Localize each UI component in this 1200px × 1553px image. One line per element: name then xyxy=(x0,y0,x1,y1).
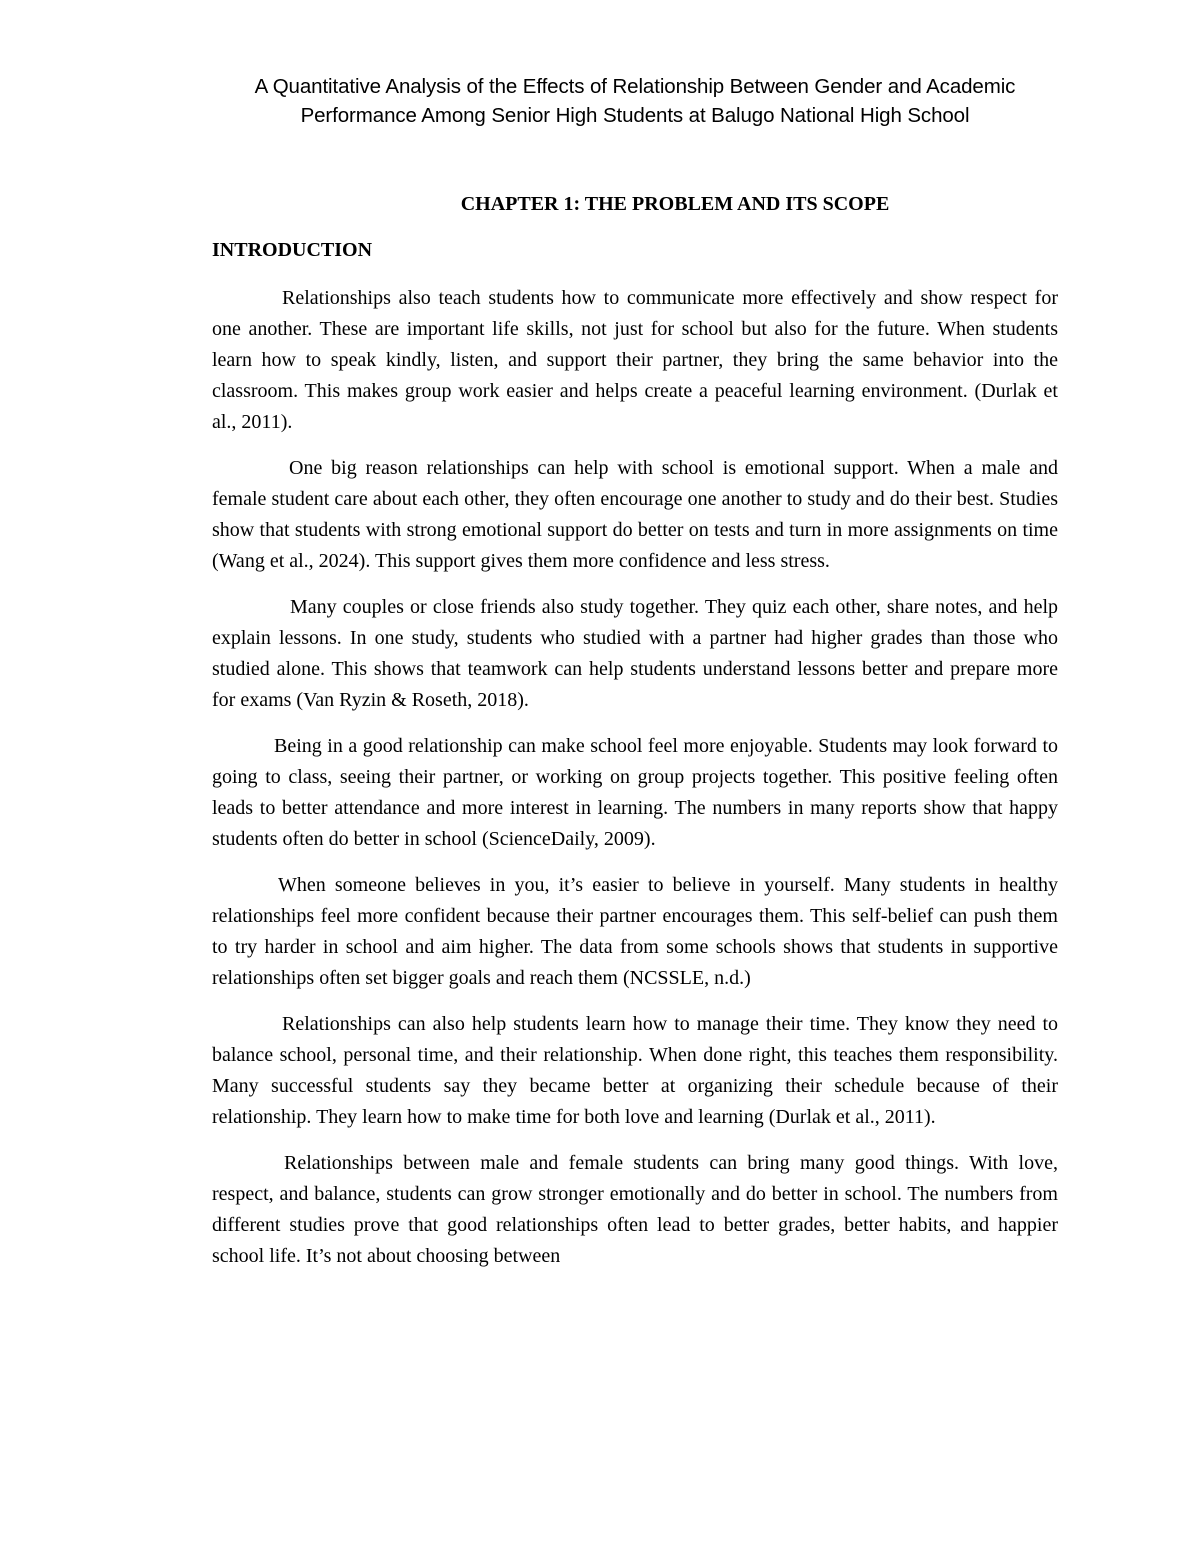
paragraph-confidence: When someone believes in you, it’s easier to believe in yourself. Many students in healthy relationships feel more confident because their partner encourages them. This self-belief can push them to try harder in school and aim higher. The data from some schools shows that students in supportive relationships often set bigger goals and reach them (NCSSLE, n.d.) xyxy=(212,874,1058,989)
paragraph-time-management: Relationships can also help students learn how to manage their time. They know they need to balance school, personal time, and their relationship. When done right, this teaches them responsibility. Many successful students say they became better at organizing their schedule because of their relationship. They learn how to make time for both love and learning (Durlak et al., 2011). xyxy=(212,1013,1058,1128)
document-title xyxy=(150,72,1120,130)
chapter-heading: CHAPTER 1: THE PROBLEM AND ITS SCOPE xyxy=(460,193,890,215)
paragraph-studying-together: Many couples or close friends also study together. They quiz each other, share notes, and help explain lessons. In one study, students who studied with a partner had higher grades than those who studied alone. This shows that teamwork can help students understand lessons better and prepare more for exams (Van Ryzin & Roseth, 2018). xyxy=(212,596,1058,711)
paragraph-communication: Relationships also teach students how to communicate more effectively and show respect for one another. These are important life skills, not just for school but also for the future. When students learn how to speak kindly, listen, and support their partner, they bring the same behavior into the classroom. This makes group work easier and helps create a peaceful learning environment. (Durlak et al., 2011). xyxy=(212,287,1058,433)
title-line-2: Performance Among Senior High Students at Balugo National High School xyxy=(300,104,970,127)
paragraph-conclusion: Relationships between male and female students can bring many good things. With love, respect, and balance, students can grow stronger emotionally and do better in school. The numbers from different studies prove that good relationships often lead to better grades, better habits, and happier school life. It’s not about choosing between xyxy=(212,1152,1058,1267)
title-line-1: A Quantitative Analysis of the Effects of Relationship Between Gender and Academic xyxy=(254,75,1016,98)
section-heading: INTRODUCTION xyxy=(212,239,373,261)
document-body xyxy=(212,283,1058,1287)
paragraph-emotional-support: One big reason relationships can help with school is emotional support. When a male and female student care about each other, they often encourage one another to study and do their best. Studies show that students with strong emotional support do better on tests and turn in more assignments on time (Wang et al., 2024). This support gives them more confidence and less stress. xyxy=(212,457,1058,572)
paragraph-enjoyable-school: Being in a good relationship can make school feel more enjoyable. Students may look forward to going to class, seeing their partner, or working on group projects together. This positive feeling often leads to better attendance and more interest in learning. The numbers in many reports show that happy students often do better in school (ScienceDaily, 2009). xyxy=(212,735,1058,850)
